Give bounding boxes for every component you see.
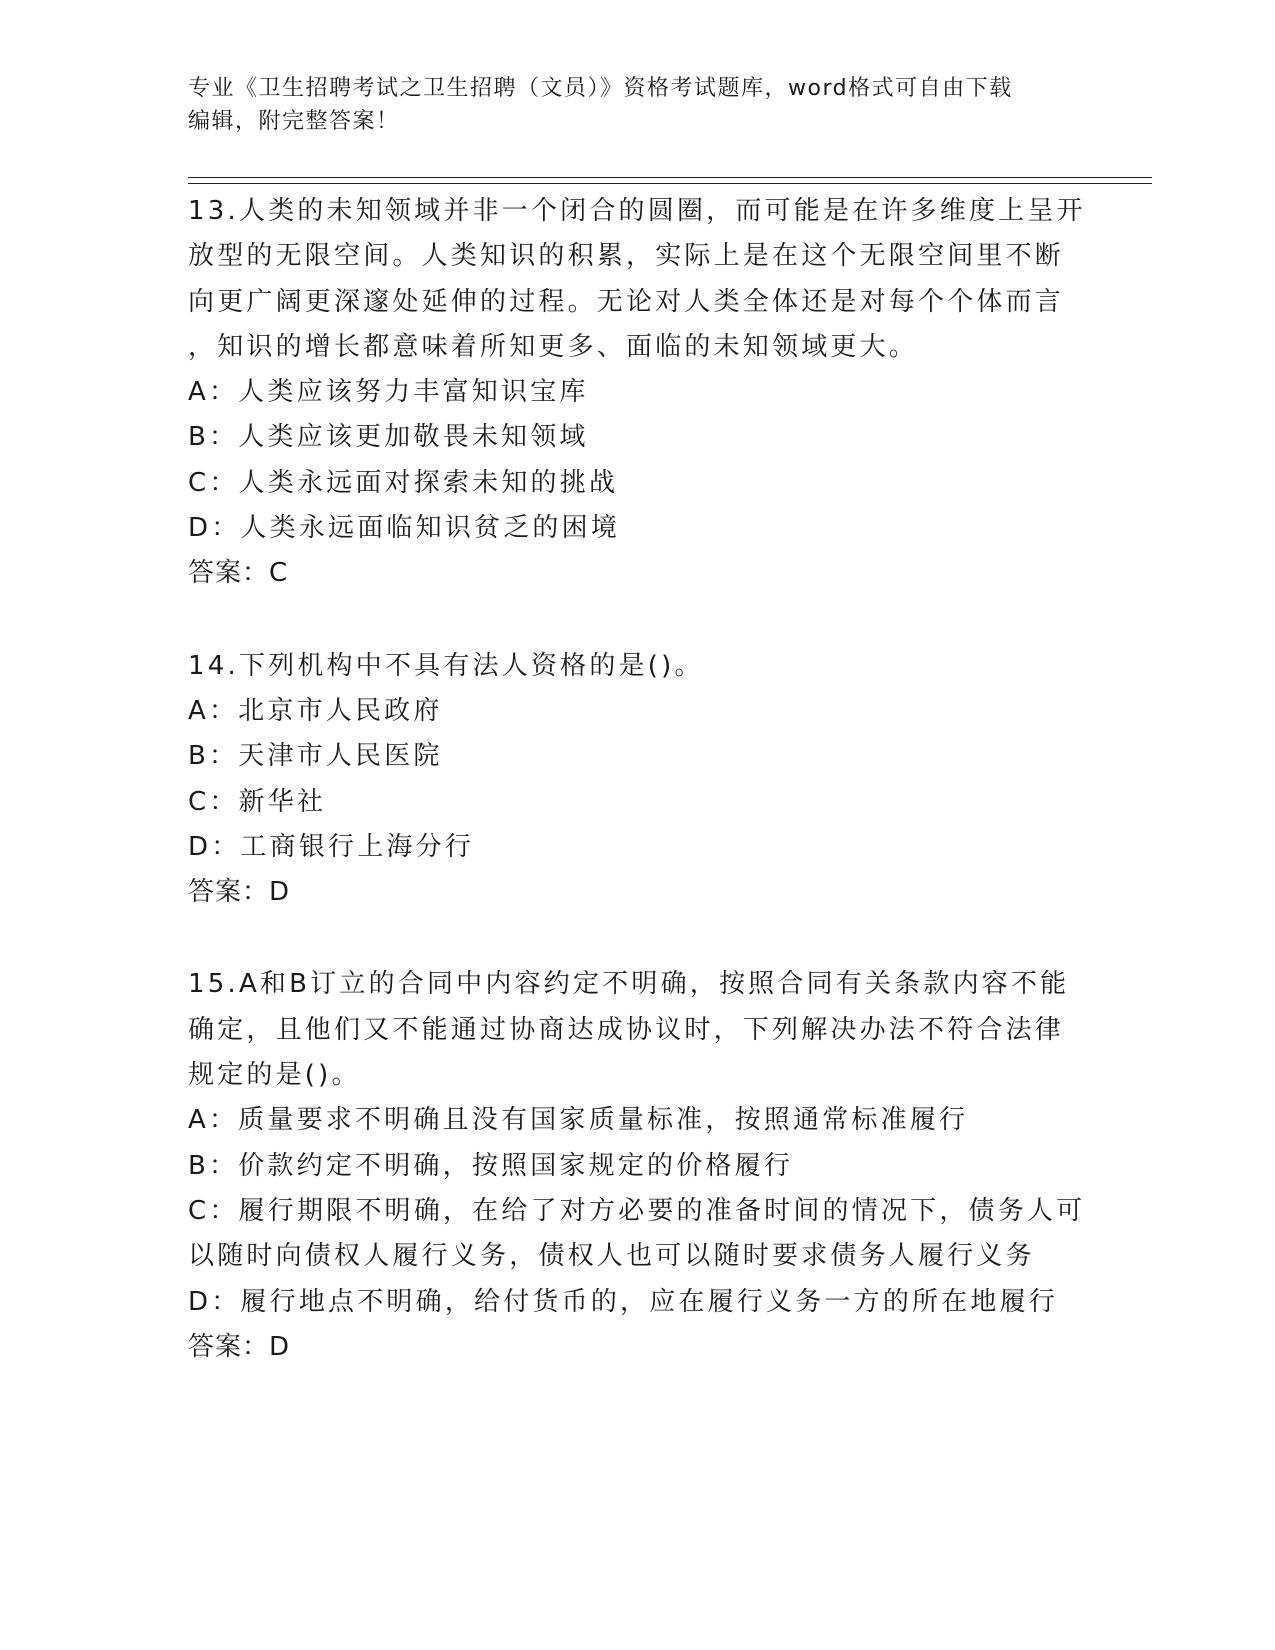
option-d: D：工商银行上海分行 — [188, 831, 475, 862]
question-stem: 13.人类的未知领域并非一个闭合的圆圈，而可能是在许多维度上呈开 放型的无限空间。人类知识的积累，实际上是在这个无限空间里不断 向更广阔更深邃处延伸的过程。无论对人类全体还是对每个个体而言 ，知识的增长都意味着所知更多、面临的未知领域更大。 — [188, 196, 1086, 362]
question-stem: 14.下列机构中不具有法人资格的是()。 — [188, 650, 704, 681]
answer-line: 答案：D — [188, 1331, 291, 1362]
option-b: B：人类应该更加敬畏未知领域 — [188, 422, 589, 453]
option-a: A：质量要求不明确且没有国家质量标准，按照通常标准履行 — [188, 1105, 969, 1136]
option-a: A：北京市人民政府 — [188, 695, 443, 726]
option-b: B：价款约定不明确，按照国家规定的价格履行 — [188, 1150, 794, 1181]
header-divider-bottom — [188, 183, 1152, 184]
question-14 — [188, 644, 1088, 916]
option-c: C：人类永远面对探索未知的挑战 — [188, 467, 619, 498]
option-b: B：天津市人民医院 — [188, 741, 443, 772]
option-d: D：人类永远面临知识贫乏的困境 — [188, 513, 621, 544]
option-c: C：履行期限不明确，在给了对方必要的准备时间的情况下，债务人可 以随时向债权人履行义务，债权人也可以随时要求债务人履行义务 — [188, 1195, 1086, 1272]
answer-line: 答案：D — [188, 877, 291, 908]
option-a: A：人类应该努力丰富知识宝库 — [188, 377, 589, 408]
document-header: 专业《卫生招聘考试之卫生招聘（文员）》资格考试题库，word格式可自由下载 编辑，附完整答案！ — [188, 76, 1013, 134]
question-13 — [188, 189, 1088, 597]
header-divider-top — [188, 177, 1152, 178]
question-stem: 15.A和B订立的合同中内容约定不明确，按照合同有关条款内容不能 确定，且他们又不能通过协商达成协议时，下列解决办法不符合法律 规定的是()。 — [188, 969, 1070, 1091]
answer-line: 答案：C — [188, 558, 289, 589]
option-d: D：履行地点不明确，给付货币的，应在履行义务一方的所在地履行 — [188, 1286, 1059, 1317]
question-15 — [188, 962, 1088, 1370]
question-list — [188, 189, 1088, 1417]
option-c: C：新华社 — [188, 786, 327, 817]
